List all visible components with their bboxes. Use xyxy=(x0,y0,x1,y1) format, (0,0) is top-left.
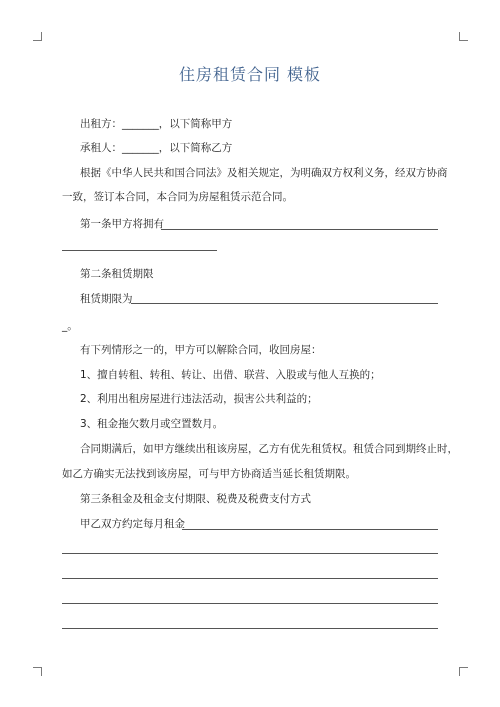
intro-paragraph-line-2: 一致，签订本合同，本合同为房屋租赁示范合同。 xyxy=(62,191,293,203)
rent-label: 甲乙双方约定每月租金 xyxy=(80,518,185,530)
article-1-blank-continued xyxy=(62,250,217,251)
lessee-line: 承租人：_______，以下简称乙方 xyxy=(80,142,233,154)
termination-item-1: 1、擅自转租、转租、转让、出借、联营、入股或与他人互换的； xyxy=(80,369,381,381)
term-blank xyxy=(131,303,438,304)
termination-item-3: 3、租金拖欠数月或空置数月。 xyxy=(80,418,224,430)
article-3-heading: 第三条租金及租金支付期限、税费及税费支付方式 xyxy=(80,493,311,505)
blank-rule-line xyxy=(62,578,438,579)
document-title: 住房租赁合同 模板 xyxy=(178,65,322,84)
corner-mark-top-right xyxy=(459,32,468,41)
corner-mark-bottom-left xyxy=(33,667,42,676)
article-2-heading: 第二条租赁期限 xyxy=(80,268,154,280)
intro-paragraph-line-1: 根据《中华人民共和国合同法》及相关规定，为明确双方权利义务，经双方协商 xyxy=(80,167,448,179)
term-label: 租赁期限为 xyxy=(80,293,133,305)
blank-rule-line xyxy=(62,553,438,554)
termination-intro: 有下列情形之一的，甲方可以解除合同，收回房屋： xyxy=(80,344,322,356)
renewal-paragraph-line-1: 合同期满后，如甲方继续出租该房屋，乙方有优先租赁权。租赁合同到期终止时， xyxy=(80,443,458,455)
blank-rule-line xyxy=(62,628,438,629)
lessor-line: 出租方：_______，以下简称甲方 xyxy=(80,118,233,130)
article-1-blank xyxy=(161,229,438,230)
renewal-paragraph-line-2: 如乙方确实无法找到该房屋，可与甲方协商适当延长租赁期限。 xyxy=(62,468,356,480)
blank-rule-line xyxy=(62,603,438,604)
corner-mark-bottom-right xyxy=(459,667,468,676)
termination-item-2: 2、利用出租房屋进行违法活动，损害公共利益的； xyxy=(80,393,318,405)
article-1-label: 第一条甲方将拥有 xyxy=(80,218,164,230)
rent-blank xyxy=(182,529,438,530)
corner-mark-top-left xyxy=(33,32,42,41)
term-blank-end: _。 xyxy=(62,320,78,332)
